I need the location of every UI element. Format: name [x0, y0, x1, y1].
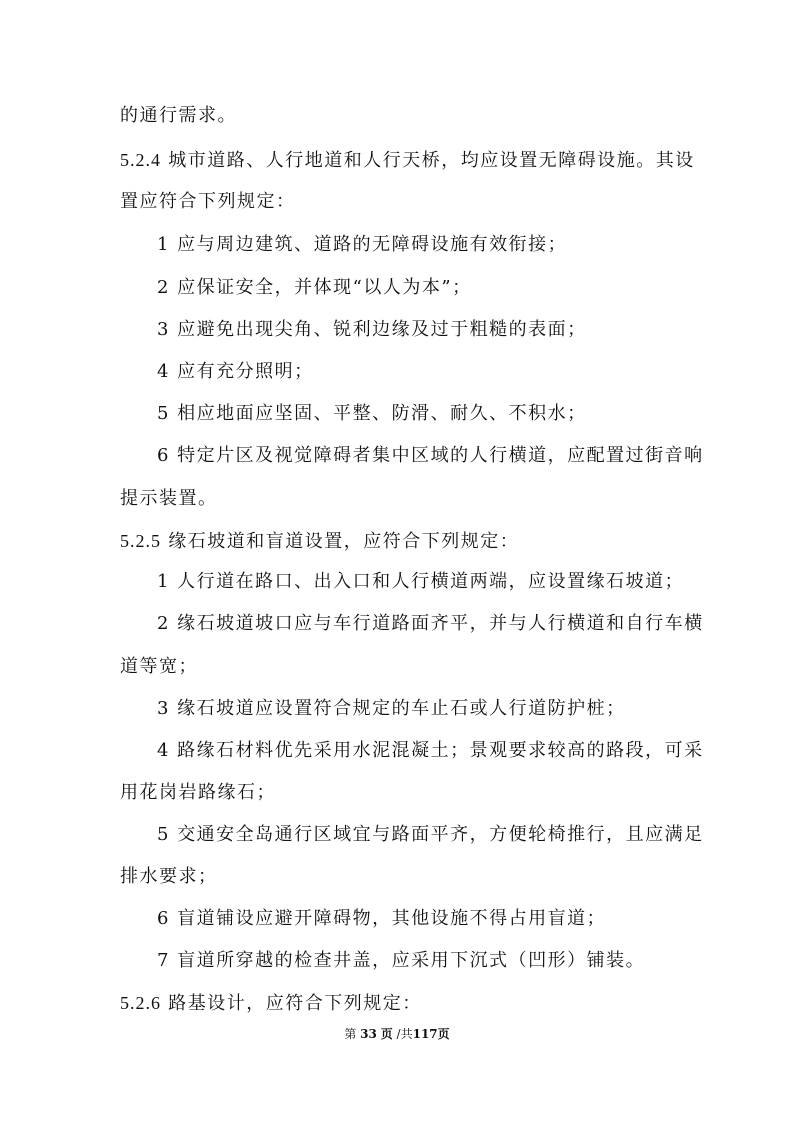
list-item: 6 盲道铺设应避开障碍物，其他设施不得占用盲道；	[157, 908, 607, 929]
footer-total-unit: 页	[437, 1027, 450, 1041]
list-item: 4 路缘石材料优先采用水泥混凝土；景观要求较高的路段，可采	[157, 740, 704, 761]
clause-5-2-5	[120, 529, 519, 554]
list-item-cont: 排水要求；	[120, 866, 218, 887]
clause-5-2-4	[120, 148, 695, 173]
footer-page-number: 33	[360, 1027, 377, 1041]
clause-text: 城市道路、人行地道和人行天桥，均应设置无障碍设施。其设	[168, 150, 695, 171]
page-footer	[0, 1026, 794, 1042]
footer-prefix: 第	[344, 1027, 357, 1041]
list-item-cont: 提示装置。	[120, 488, 218, 509]
list-item: 6 特定片区及视觉障碍者集中区域的人行横道，应配置过街音响	[157, 445, 704, 466]
clause-number: 5.2.5	[120, 531, 161, 551]
footer-page-unit: 页	[380, 1027, 393, 1041]
clause-5-2-4-cont: 置应符合下列规定：	[120, 191, 296, 212]
footer-separator: /共	[396, 1027, 413, 1041]
list-item: 3 缘石坡道应设置符合规定的车止石或人行道防护桩；	[157, 698, 626, 719]
clause-text: 路基设计，应符合下列规定：	[168, 993, 422, 1014]
list-item: 1 人行道在路口、出入口和人行横道两端，应设置缘石坡道；	[157, 571, 685, 592]
list-item-cont: 道等宽；	[120, 656, 198, 677]
clause-number: 5.2.4	[120, 150, 161, 170]
list-item: 2 缘石坡道坡口应与车行道路面齐平，并与人行横道和自行车横	[157, 613, 704, 634]
list-item-cont: 用花岗岩路缘石；	[120, 782, 276, 803]
paragraph-continuation: 的通行需求。	[120, 105, 237, 126]
clause-5-2-6	[120, 991, 422, 1016]
list-item: 5 交通安全岛通行区域宜与路面平齐，方便轮椅推行，且应满足	[157, 824, 704, 845]
list-item: 4 应有充分照明；	[157, 361, 314, 382]
list-item: 2 应保证安全，并体现“以人为本”；	[157, 277, 472, 298]
clause-text: 缘石坡道和盲道设置，应符合下列规定：	[168, 531, 520, 552]
clause-number: 5.2.6	[120, 993, 161, 1013]
footer-total-pages: 117	[412, 1027, 438, 1041]
list-item: 3 应避免出现尖角、锐利边缘及过于粗糙的表面；	[157, 319, 587, 340]
list-item: 5 相应地面应坚固、平整、防滑、耐久、不积水；	[157, 403, 587, 424]
list-item: 7 盲道所穿越的检查井盖，应采用下沉式（凹形）铺装。	[157, 950, 646, 971]
list-item: 1 应与周边建筑、道路的无障碍设施有效衔接；	[157, 234, 568, 255]
